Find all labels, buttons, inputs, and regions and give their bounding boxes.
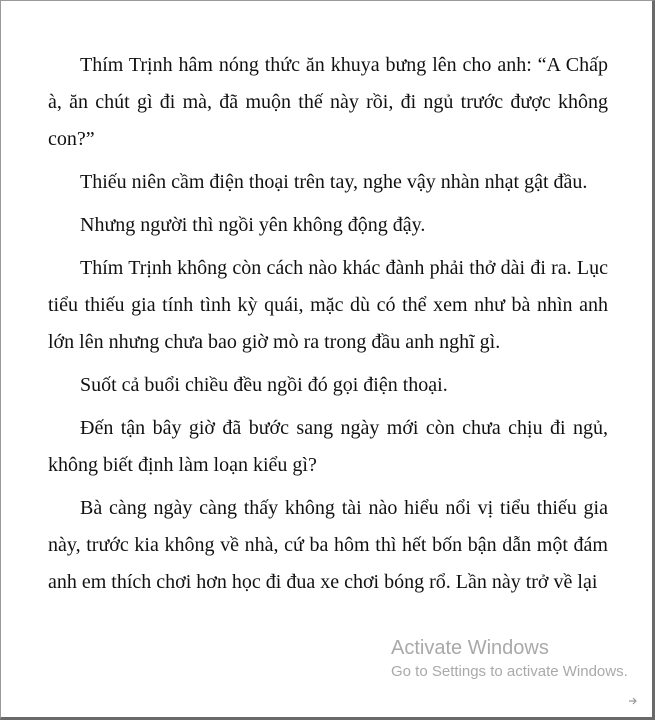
paragraph-6: Đến tận bây giờ đã bước sang ngày mới còn chưa chịu đi ngủ, không biết định làm loạn kiểu gì? — [48, 417, 608, 476]
watermark-subtitle: Go to Settings to activate Windows. — [391, 663, 628, 680]
watermark-title: Activate Windows — [391, 637, 549, 659]
paragraph-7: Bà càng ngày càng thấy không tài nào hiểu nổi vị tiểu thiếu gia này, trước kia không về nhà, cứ ba hôm thì hết bốn bận dẫn một đám anh em thích chơi hơn học đi đua xe chơi bóng rổ. Lần này trở về lại — [48, 497, 608, 593]
paragraph-2: Thiếu niên cầm điện thoại trên tay, nghe vậy nhàn nhạt gật đầu. — [80, 171, 588, 193]
paragraph-5: Suốt cả buổi chiều đều ngồi đó gọi điện thoại. — [80, 374, 448, 396]
resize-grip-icon[interactable] — [628, 693, 640, 703]
paragraph-3: Nhưng người thì ngồi yên không động đậy. — [80, 214, 426, 236]
document-body — [48, 47, 608, 601]
paragraph-4: Thím Trịnh không còn cách nào khác đành phải thở dài đi ra. Lục tiểu thiếu gia tính tình kỳ quái, mặc dù có thể xem như bà nhìn anh lớn lên nhưng chưa bao giờ mò ra trong đầu anh nghĩ gì. — [48, 257, 608, 353]
activate-windows-watermark — [391, 635, 628, 682]
paragraph-1: Thím Trịnh hâm nóng thức ăn khuya bưng lên cho anh: “A Chấp à, ăn chút gì đi mà, đã muộn thế này rồi, đi ngủ trước được không con?” — [48, 54, 608, 150]
